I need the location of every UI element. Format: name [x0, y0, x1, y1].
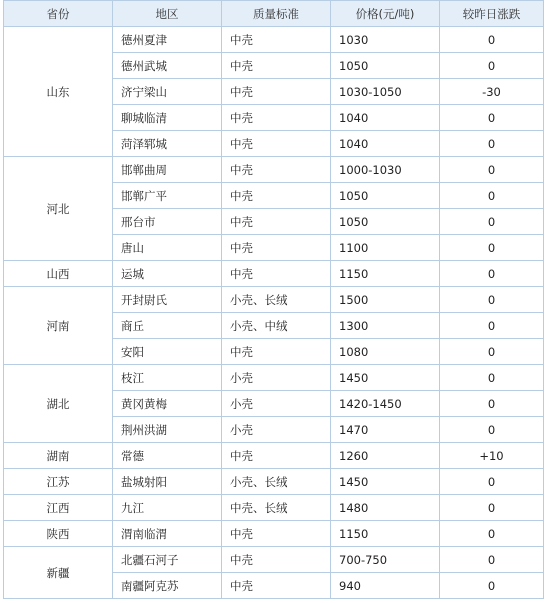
- price-cell: 940: [331, 573, 440, 599]
- price-cell: 1260: [331, 443, 440, 469]
- quality-cell: 中壳: [222, 105, 331, 131]
- price-cell: 1480: [331, 495, 440, 521]
- quality-cell: 中壳: [222, 53, 331, 79]
- header-quality: 质量标准: [222, 1, 331, 27]
- quality-cell: 中壳: [222, 261, 331, 287]
- change-cell: 0: [440, 417, 544, 443]
- price-cell: 1450: [331, 469, 440, 495]
- province-cell: 山东: [4, 27, 113, 157]
- change-cell: 0: [440, 365, 544, 391]
- quality-cell: 小壳、长绒: [222, 469, 331, 495]
- table-row: [4, 27, 544, 53]
- change-cell: 0: [440, 27, 544, 53]
- change-cell: 0: [440, 469, 544, 495]
- change-cell: 0: [440, 157, 544, 183]
- region-cell: 菏泽郓城: [113, 131, 222, 157]
- change-cell: 0: [440, 547, 544, 573]
- price-cell: 700-750: [331, 547, 440, 573]
- quality-cell: 小壳、中绒: [222, 313, 331, 339]
- table-row: [4, 365, 544, 391]
- region-cell: 济宁梁山: [113, 79, 222, 105]
- change-cell: +10: [440, 443, 544, 469]
- table-row: [4, 443, 544, 469]
- price-cell: 1030: [331, 27, 440, 53]
- region-cell: 九江: [113, 495, 222, 521]
- price-cell: 1450: [331, 365, 440, 391]
- change-cell: 0: [440, 209, 544, 235]
- price-cell: 1050: [331, 209, 440, 235]
- table-row: [4, 157, 544, 183]
- price-cell: 1300: [331, 313, 440, 339]
- region-cell: 盐城射阳: [113, 469, 222, 495]
- table-row: [4, 287, 544, 313]
- quality-cell: 中壳: [222, 521, 331, 547]
- change-cell: 0: [440, 183, 544, 209]
- region-cell: 枝江: [113, 365, 222, 391]
- region-cell: 运城: [113, 261, 222, 287]
- province-cell: 江西: [4, 495, 113, 521]
- table-row: [4, 547, 544, 573]
- table-row: [4, 469, 544, 495]
- province-cell: 河南: [4, 287, 113, 365]
- change-cell: 0: [440, 287, 544, 313]
- province-cell: 新疆: [4, 547, 113, 599]
- region-cell: 黄冈黄梅: [113, 391, 222, 417]
- price-cell: 1100: [331, 235, 440, 261]
- province-cell: 河北: [4, 157, 113, 261]
- header-price: 价格(元/吨): [331, 1, 440, 27]
- quality-cell: 中壳: [222, 183, 331, 209]
- province-cell: 陕西: [4, 521, 113, 547]
- quality-cell: 小壳: [222, 417, 331, 443]
- change-cell: 0: [440, 235, 544, 261]
- price-cell: 1000-1030: [331, 157, 440, 183]
- region-cell: 德州武城: [113, 53, 222, 79]
- region-cell: 邯郸曲周: [113, 157, 222, 183]
- header-province: 省份: [4, 1, 113, 27]
- price-cell: 1050: [331, 183, 440, 209]
- change-cell: 0: [440, 339, 544, 365]
- region-cell: 安阳: [113, 339, 222, 365]
- region-cell: 常德: [113, 443, 222, 469]
- quality-cell: 中壳: [222, 79, 331, 105]
- price-cell: 1040: [331, 131, 440, 157]
- price-cell: 1150: [331, 521, 440, 547]
- region-cell: 聊城临清: [113, 105, 222, 131]
- header-row: [4, 1, 544, 27]
- region-cell: 邯郸广平: [113, 183, 222, 209]
- quality-cell: 小壳、长绒: [222, 287, 331, 313]
- table-row: [4, 521, 544, 547]
- price-cell: 1470: [331, 417, 440, 443]
- price-cell: 1040: [331, 105, 440, 131]
- change-cell: 0: [440, 261, 544, 287]
- quality-cell: 小壳: [222, 365, 331, 391]
- price-cell: 1030-1050: [331, 79, 440, 105]
- region-cell: 商丘: [113, 313, 222, 339]
- change-cell: -30: [440, 79, 544, 105]
- change-cell: 0: [440, 391, 544, 417]
- change-cell: 0: [440, 521, 544, 547]
- region-cell: 渭南临渭: [113, 521, 222, 547]
- quality-cell: 中壳: [222, 209, 331, 235]
- region-cell: 开封尉氏: [113, 287, 222, 313]
- quality-cell: 中壳: [222, 339, 331, 365]
- header-change: 较昨日涨跌: [440, 1, 544, 27]
- quality-cell: 中壳: [222, 547, 331, 573]
- province-cell: 江苏: [4, 469, 113, 495]
- price-cell: 1080: [331, 339, 440, 365]
- change-cell: 0: [440, 313, 544, 339]
- change-cell: 0: [440, 53, 544, 79]
- region-cell: 荆州洪湖: [113, 417, 222, 443]
- table-row: [4, 261, 544, 287]
- change-cell: 0: [440, 105, 544, 131]
- table-header: [4, 1, 544, 27]
- change-cell: 0: [440, 131, 544, 157]
- quality-cell: 中壳: [222, 443, 331, 469]
- price-cell: 1050: [331, 53, 440, 79]
- region-cell: 德州夏津: [113, 27, 222, 53]
- table-body: [4, 27, 544, 599]
- change-cell: 0: [440, 573, 544, 599]
- quality-cell: 中壳、长绒: [222, 495, 331, 521]
- price-cell: 1150: [331, 261, 440, 287]
- quality-cell: 中壳: [222, 573, 331, 599]
- region-cell: 北疆石河子: [113, 547, 222, 573]
- quality-cell: 中壳: [222, 235, 331, 261]
- change-cell: 0: [440, 495, 544, 521]
- quality-cell: 小壳: [222, 391, 331, 417]
- quality-cell: 中壳: [222, 157, 331, 183]
- region-cell: 唐山: [113, 235, 222, 261]
- region-cell: 邢台市: [113, 209, 222, 235]
- region-cell: 南疆阿克苏: [113, 573, 222, 599]
- quality-cell: 中壳: [222, 131, 331, 157]
- province-cell: 湖北: [4, 365, 113, 443]
- header-region: 地区: [113, 1, 222, 27]
- province-cell: 湖南: [4, 443, 113, 469]
- province-cell: 山西: [4, 261, 113, 287]
- table-row: [4, 495, 544, 521]
- price-cell: 1420-1450: [331, 391, 440, 417]
- price-cell: 1500: [331, 287, 440, 313]
- quality-cell: 中壳: [222, 27, 331, 53]
- price-table: [3, 0, 544, 599]
